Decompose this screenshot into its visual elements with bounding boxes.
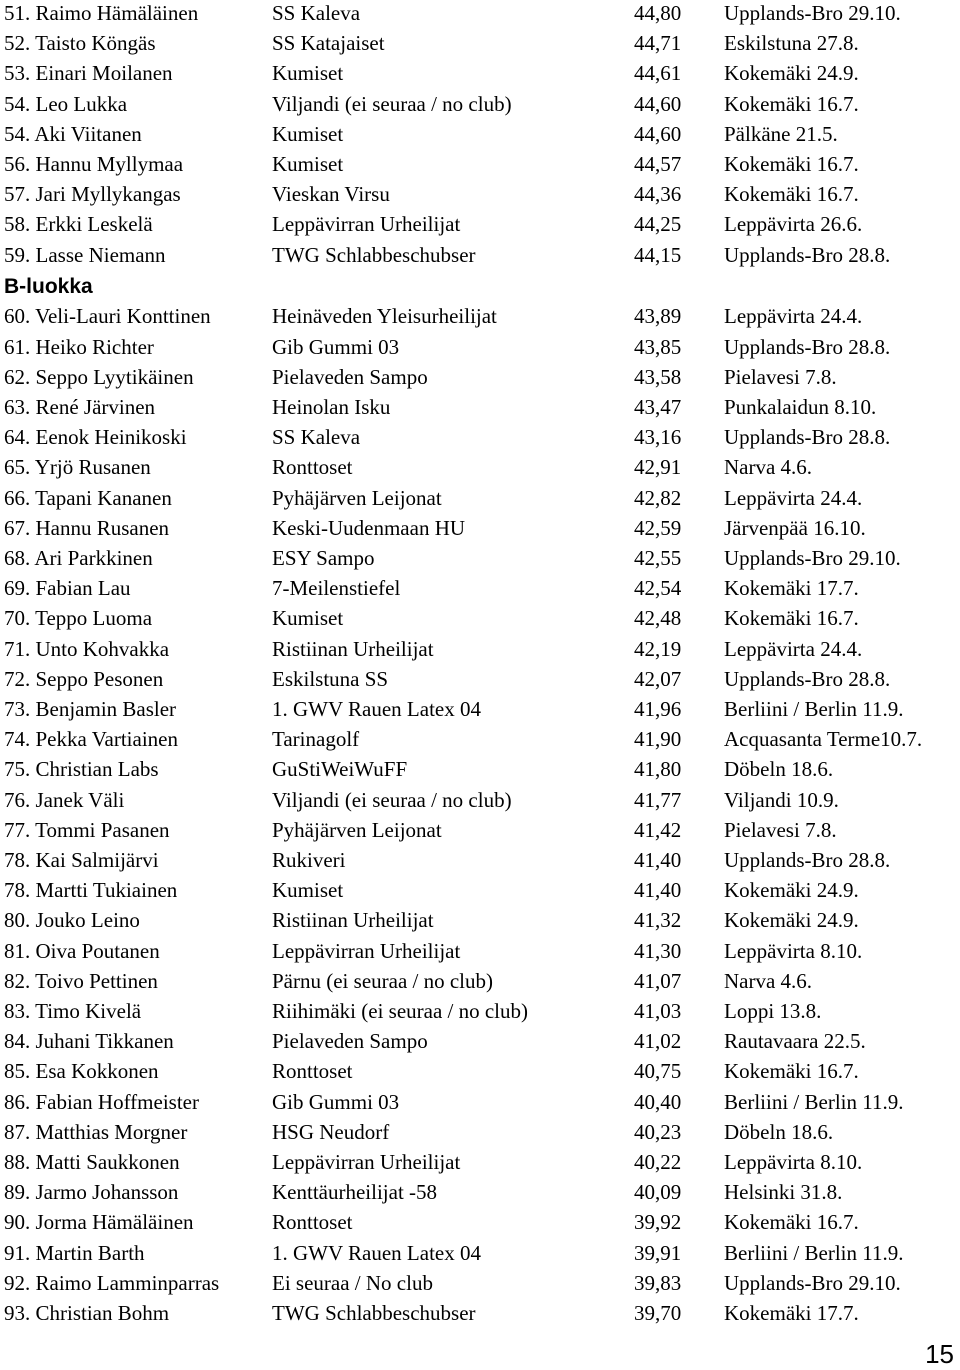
result-score: 44,57 — [634, 152, 682, 176]
athlete-name: 54. Leo Lukka — [4, 91, 128, 116]
result-score: 44,60 — [634, 91, 682, 116]
competition-place-date: Viljandi 10.9. — [724, 787, 839, 812]
result-row — [0, 754, 960, 784]
result-row — [0, 149, 960, 179]
club-name: Heinolan Isku — [272, 394, 391, 419]
result-row — [0, 332, 960, 362]
result-score: 41,77 — [634, 787, 682, 812]
club-name: ESY Sampo — [272, 545, 375, 570]
result-row — [0, 209, 960, 239]
result-score: 44,60 — [634, 121, 682, 146]
athlete-name: 85. Esa Kokkonen — [4, 1059, 159, 1084]
result-score: 43,47 — [634, 394, 682, 419]
result-row — [0, 119, 960, 149]
page-number: 15 — [925, 1339, 954, 1369]
competition-place-date: Upplands-Bro 28.8. — [724, 847, 891, 872]
result-score: 40,40 — [634, 1089, 682, 1114]
club-name: Tarinagolf — [272, 727, 360, 752]
competition-place-date: Järvenpää 16.10. — [724, 515, 866, 540]
competition-place-date: Kokemäki 16.7. — [724, 1059, 859, 1084]
club-name: Rukiveri — [272, 847, 346, 872]
athlete-name: 78. Kai Salmijärvi — [4, 847, 159, 872]
result-score: 44,71 — [634, 31, 682, 56]
competition-place-date: Upplands-Bro 29.10. — [724, 1270, 901, 1295]
club-name: Pielaveden Sampo — [272, 364, 428, 389]
result-score: 41,90 — [634, 727, 682, 752]
club-name: Leppävirran Urheilijat — [272, 938, 461, 963]
club-name: 7-Meilenstiefel — [272, 576, 401, 601]
competition-place-date: Leppävirta 26.6. — [724, 212, 863, 237]
result-row — [0, 301, 960, 331]
club-name: Heinäveden Yleisurheilijat — [272, 304, 497, 329]
result-row — [0, 179, 960, 209]
result-score: 41,80 — [634, 757, 682, 782]
section-heading: B-luokka — [4, 274, 93, 298]
result-score: 44,80 — [634, 1, 682, 25]
club-name: Gib Gummi 03 — [272, 334, 400, 359]
club-name: SS Kaleva — [272, 1, 361, 25]
athlete-name: 61. Heiko Richter — [4, 334, 154, 359]
athlete-name: 73. Benjamin Basler — [4, 696, 177, 721]
athlete-name: 70. Teppo Luoma — [4, 606, 153, 631]
result-row — [0, 1147, 960, 1177]
result-score: 40,75 — [634, 1059, 682, 1084]
club-name: Kumiset — [272, 61, 344, 86]
club-name: Ronttoset — [272, 1210, 353, 1235]
club-name: HSG Neudorf — [272, 1119, 390, 1144]
competition-place-date: Pielavesi 7.8. — [724, 817, 837, 842]
athlete-name: 84. Juhani Tikkanen — [4, 1029, 174, 1054]
competition-place-date: Kokemäki 24.9. — [724, 908, 859, 933]
club-name: SS Katajaiset — [272, 31, 385, 56]
result-row — [0, 1207, 960, 1237]
result-row — [0, 452, 960, 482]
competition-place-date: Berliini / Berlin 11.9. — [724, 1089, 904, 1114]
result-score: 44,25 — [634, 212, 682, 237]
result-score: 39,92 — [634, 1210, 682, 1235]
result-score: 42,19 — [634, 636, 682, 661]
competition-place-date: Kokemäki 17.7. — [724, 576, 859, 601]
athlete-name: 60. Veli-Lauri Konttinen — [4, 304, 211, 329]
athlete-name: 93. Christian Bohm — [4, 1300, 170, 1325]
club-name: Viljandi (ei seuraa / no club) — [272, 787, 512, 812]
competition-place-date: Rautavaara 22.5. — [724, 1029, 866, 1054]
athlete-name: 75. Christian Labs — [4, 757, 159, 782]
result-score: 42,59 — [634, 515, 682, 540]
competition-place-date: Leppävirta 8.10. — [724, 938, 863, 963]
club-name: Kenttäurheilijat -58 — [272, 1180, 438, 1205]
club-name: 1. GWV Rauen Latex 04 — [272, 1240, 481, 1265]
competition-place-date: Upplands-Bro 28.8. — [724, 334, 891, 359]
club-name: Kumiset — [272, 878, 344, 903]
competition-place-date: Upplands-Bro 28.8. — [724, 242, 891, 267]
athlete-name: 62. Seppo Lyytikäinen — [4, 364, 194, 389]
competition-place-date: Kokemäki 16.7. — [724, 91, 859, 116]
competition-place-date: Kokemäki 16.7. — [724, 182, 859, 207]
result-row — [0, 785, 960, 815]
club-name: TWG Schlabbeschubser — [272, 242, 476, 267]
athlete-name: 86. Fabian Hoffmeister — [4, 1089, 199, 1114]
competition-place-date: Narva 4.6. — [724, 455, 813, 480]
athlete-name: 56. Hannu Myllymaa — [4, 152, 184, 176]
club-name: Ristiinan Urheilijat — [272, 908, 434, 933]
athlete-name: 64. Eenok Heinikoski — [4, 425, 187, 450]
club-name: Gib Gummi 03 — [272, 1089, 400, 1114]
result-row — [0, 634, 960, 664]
club-name: Ronttoset — [272, 1059, 353, 1084]
result-row — [0, 875, 960, 905]
athlete-name: 90. Jorma Hämäläinen — [4, 1210, 194, 1235]
athlete-name: 82. Toivo Pettinen — [4, 968, 158, 993]
competition-place-date: Berliini / Berlin 11.9. — [724, 696, 904, 721]
result-score: 42,07 — [634, 666, 682, 691]
athlete-name: 78. Martti Tukiainen — [4, 878, 178, 903]
competition-place-date: Leppävirta 24.4. — [724, 636, 863, 661]
competition-place-date: Döbeln 18.6. — [724, 757, 834, 782]
result-row — [0, 694, 960, 724]
athlete-name: 80. Jouko Leino — [4, 908, 140, 933]
competition-place-date: Kokemäki 16.7. — [724, 152, 859, 176]
competition-place-date: Pielavesi 7.8. — [724, 364, 837, 389]
competition-place-date: Kokemäki 16.7. — [724, 1210, 859, 1235]
competition-place-date: Acquasanta Terme10.7. — [724, 727, 923, 752]
athlete-name: 63. René Järvinen — [4, 394, 156, 419]
competition-place-date: Kokemäki 17.7. — [724, 1300, 859, 1325]
club-name: Pielaveden Sampo — [272, 1029, 428, 1054]
result-row — [0, 240, 960, 270]
athlete-name: 51. Raimo Hämäläinen — [4, 1, 199, 25]
athlete-name: 74. Pekka Vartiainen — [4, 727, 178, 752]
result-score: 40,09 — [634, 1180, 682, 1205]
competition-place-date: Loppi 13.8. — [724, 998, 822, 1023]
result-row — [0, 1026, 960, 1056]
competition-place-date: Berliini / Berlin 11.9. — [724, 1240, 904, 1265]
result-score: 42,82 — [634, 485, 682, 510]
athlete-name: 65. Yrjö Rusanen — [4, 455, 151, 480]
club-name: TWG Schlabbeschubser — [272, 1300, 476, 1325]
athlete-name: 88. Matti Saukkonen — [4, 1149, 180, 1174]
result-row — [0, 996, 960, 1026]
result-row — [0, 1268, 960, 1298]
competition-place-date: Upplands-Bro 28.8. — [724, 666, 891, 691]
result-row — [0, 664, 960, 694]
result-row — [0, 1056, 960, 1086]
result-score: 43,85 — [634, 334, 682, 359]
athlete-name: 72. Seppo Pesonen — [4, 666, 164, 691]
result-row — [0, 905, 960, 935]
competition-place-date: Kokemäki 24.9. — [724, 61, 859, 86]
athlete-name: 57. Jari Myllykangas — [4, 182, 181, 207]
club-name: 1. GWV Rauen Latex 04 — [272, 696, 481, 721]
competition-place-date: Eskilstuna 27.8. — [724, 31, 859, 56]
athlete-name: 89. Jarmo Johansson — [4, 1180, 179, 1205]
athlete-name: 76. Janek Väli — [4, 787, 125, 812]
club-name: Eskilstuna SS — [272, 666, 389, 691]
athlete-name: 59. Lasse Niemann — [4, 242, 166, 267]
result-score: 43,58 — [634, 364, 682, 389]
result-score: 41,42 — [634, 817, 682, 842]
result-score: 41,40 — [634, 878, 682, 903]
result-row — [0, 422, 960, 452]
club-name: GuStiWeiWuFF — [272, 757, 408, 782]
result-row — [0, 1298, 960, 1328]
result-score: 41,40 — [634, 847, 682, 872]
result-score: 44,61 — [634, 61, 682, 86]
result-row — [0, 845, 960, 875]
competition-place-date: Döbeln 18.6. — [724, 1119, 834, 1144]
club-name: Ronttoset — [272, 455, 353, 480]
athlete-name: 77. Tommi Pasanen — [4, 817, 170, 842]
result-row — [0, 603, 960, 633]
competition-place-date: Upplands-Bro 29.10. — [724, 1, 901, 25]
result-row — [0, 362, 960, 392]
result-row — [0, 1087, 960, 1117]
club-name: Ei seuraa / No club — [272, 1270, 433, 1295]
result-score: 39,91 — [634, 1240, 682, 1265]
club-name: Pyhäjärven Leijonat — [272, 817, 442, 842]
athlete-name: 92. Raimo Lamminparras — [4, 1270, 220, 1295]
result-score: 39,70 — [634, 1300, 682, 1325]
athlete-name: 58. Erkki Leskelä — [4, 212, 153, 237]
result-row — [0, 0, 960, 28]
result-score: 40,23 — [634, 1119, 682, 1144]
competition-place-date: Upplands-Bro 29.10. — [724, 545, 901, 570]
club-name: Riihimäki (ei seuraa / no club) — [272, 998, 529, 1023]
result-row — [0, 513, 960, 543]
competition-place-date: Punkalaidun 8.10. — [724, 394, 877, 419]
result-row — [0, 1238, 960, 1268]
competition-place-date: Leppävirta 24.4. — [724, 485, 863, 510]
result-score: 42,55 — [634, 545, 682, 570]
athlete-name: 71. Unto Kohvakka — [4, 636, 170, 661]
result-score: 41,30 — [634, 938, 682, 963]
result-score: 39,83 — [634, 1270, 682, 1295]
result-row — [0, 724, 960, 754]
result-row — [0, 89, 960, 119]
athlete-name: 91. Martin Barth — [4, 1240, 145, 1265]
result-row — [0, 936, 960, 966]
result-row — [0, 815, 960, 845]
club-name: Leppävirran Urheilijat — [272, 212, 461, 237]
club-name: Pyhäjärven Leijonat — [272, 485, 442, 510]
result-score: 44,15 — [634, 242, 682, 267]
athlete-name: 52. Taisto Köngäs — [4, 31, 156, 56]
competition-place-date: Narva 4.6. — [724, 968, 813, 993]
athlete-name: 53. Einari Moilanen — [4, 61, 173, 86]
result-row — [0, 543, 960, 573]
result-row — [0, 1117, 960, 1147]
competition-place-date: Helsinki 31.8. — [724, 1180, 843, 1205]
result-score: 41,02 — [634, 1029, 682, 1054]
club-name: Keski-Uudenmaan HU — [272, 515, 466, 540]
club-name: Ristiinan Urheilijat — [272, 636, 434, 661]
result-score: 43,16 — [634, 425, 682, 450]
result-score: 42,54 — [634, 576, 682, 601]
competition-place-date: Leppävirta 24.4. — [724, 304, 863, 329]
result-score: 41,32 — [634, 908, 682, 933]
club-name: Kumiset — [272, 152, 344, 176]
club-name: Pärnu (ei seuraa / no club) — [272, 968, 494, 993]
result-score: 40,22 — [634, 1149, 682, 1174]
athlete-name: 66. Tapani Kananen — [4, 485, 172, 510]
club-name: SS Kaleva — [272, 425, 361, 450]
competition-place-date: Upplands-Bro 28.8. — [724, 425, 891, 450]
athlete-name: 54. Aki Viitanen — [4, 121, 142, 146]
result-row — [0, 483, 960, 513]
competition-place-date: Kokemäki 24.9. — [724, 878, 859, 903]
club-name: Leppävirran Urheilijat — [272, 1149, 461, 1174]
result-row — [0, 1177, 960, 1207]
result-row — [0, 392, 960, 422]
athlete-name: 68. Ari Parkkinen — [4, 545, 153, 570]
result-score: 44,36 — [634, 182, 682, 207]
competition-place-date: Pälkäne 21.5. — [724, 121, 838, 146]
club-name: Vieskan Virsu — [272, 182, 390, 207]
result-score: 42,48 — [634, 606, 682, 631]
result-row — [0, 573, 960, 603]
competition-place-date: Kokemäki 16.7. — [724, 606, 859, 631]
athlete-name: 87. Matthias Morgner — [4, 1119, 188, 1144]
result-row — [0, 58, 960, 88]
athlete-name: 83. Timo Kivelä — [4, 998, 142, 1023]
athlete-name: 67. Hannu Rusanen — [4, 515, 170, 540]
result-score: 41,07 — [634, 968, 682, 993]
result-score: 41,03 — [634, 998, 682, 1023]
club-name: Kumiset — [272, 121, 344, 146]
athlete-name: 69. Fabian Lau — [4, 576, 131, 601]
result-score: 42,91 — [634, 455, 682, 480]
result-row — [0, 28, 960, 58]
athlete-name: 81. Oiva Poutanen — [4, 938, 160, 963]
competition-place-date: Leppävirta 8.10. — [724, 1149, 863, 1174]
result-row — [0, 966, 960, 996]
result-score: 43,89 — [634, 304, 682, 329]
club-name: Viljandi (ei seuraa / no club) — [272, 91, 512, 116]
result-score: 41,96 — [634, 696, 682, 721]
club-name: Kumiset — [272, 606, 344, 631]
